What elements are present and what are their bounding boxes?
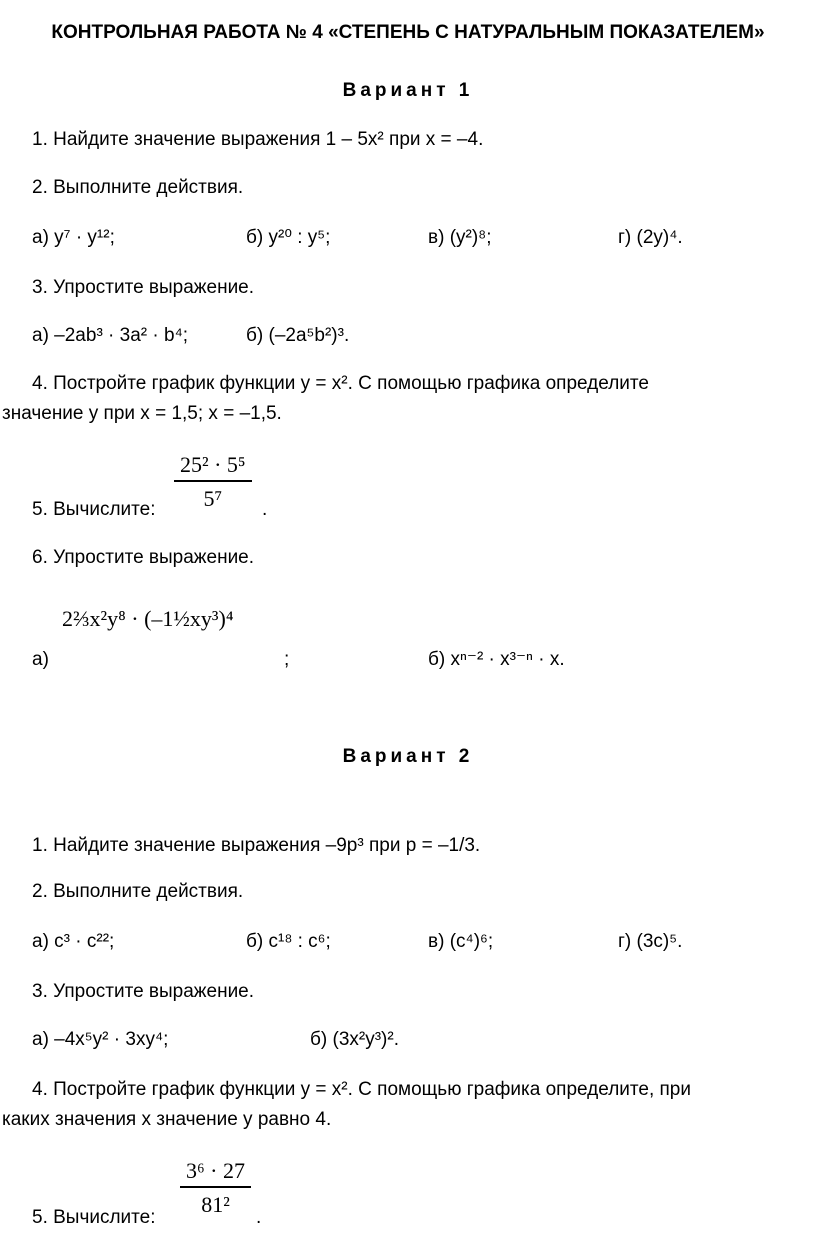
v2-task-4-line1: 4. Постройте график функции y = x². С помощью графика определите, при xyxy=(32,1079,691,1100)
v2-task-2: 2. Выполните действия. xyxy=(32,881,244,902)
page-title: КОНТРОЛЬНАЯ РАБОТА № 4 «СТЕПЕНЬ С НАТУРАЛЬНЫМ ПОКАЗАТЕЛЕМ» xyxy=(51,22,765,43)
v2-task-4-line2: каких значения x значение y равно 4. xyxy=(2,1109,332,1130)
v1-task-2c: в) (y²)⁸; xyxy=(428,227,492,248)
v2-task-5-label: 5. Вычислите: xyxy=(32,1207,156,1228)
v1-task-6a-label: а) xyxy=(32,649,49,670)
v1-task-2: 2. Выполните действия. xyxy=(32,177,244,198)
fraction-denominator: 5⁷ xyxy=(203,485,223,511)
v1-task-4-line1: 4. Постройте график функции y = x². С помощью графика определите xyxy=(32,373,649,394)
v1-task-4-line2: значение y при x = 1,5; x = –1,5. xyxy=(2,403,282,424)
v2-task-2d: г) (3c)⁵. xyxy=(618,931,683,952)
v1-task-5-label: 5. Вычислите: xyxy=(32,499,156,520)
period: . xyxy=(256,1207,262,1228)
period: . xyxy=(262,499,268,520)
v2-task-1: 1. Найдите значение выражения –9p³ при p = –1/3. xyxy=(32,835,481,856)
fraction-numerator: 25² · 5⁵ xyxy=(180,452,246,477)
v2-task-2a: а) c³ · c²²; xyxy=(32,931,115,952)
v1-task-3b: б) (–2a⁵b²)³. xyxy=(246,325,350,346)
semicolon: ; xyxy=(284,649,290,670)
v1-task-6a-expression: 2⅔x²y⁸ · (–1½xy³)⁴ xyxy=(62,606,234,631)
v2-task-3a: а) –4x⁵y² · 3xy⁴; xyxy=(32,1029,169,1050)
v1-task-2b: б) y²⁰ : y⁵; xyxy=(246,227,331,248)
v2-task-3: 3. Упростите выражение. xyxy=(32,981,255,1002)
variant-1-heading: Вариант 1 xyxy=(342,80,474,101)
fraction-numerator: 3⁶ · 27 xyxy=(186,1158,245,1183)
fraction-denominator: 81² xyxy=(201,1191,230,1217)
v2-task-3b: б) (3x²y³)². xyxy=(310,1029,399,1050)
v1-task-5-fraction xyxy=(174,452,252,512)
v1-task-2d: г) (2y)⁴. xyxy=(618,227,683,248)
v1-task-1: 1. Найдите значение выражения 1 – 5x² при x = –4. xyxy=(32,129,484,150)
variant-2-heading: Вариант 2 xyxy=(342,746,474,767)
v1-task-3: 3. Упростите выражение. xyxy=(32,277,255,298)
v2-task-2c: в) (c⁴)⁶; xyxy=(428,931,494,952)
v1-task-2a: а) y⁷ · y¹²; xyxy=(32,227,115,248)
v2-task-5-fraction xyxy=(180,1158,251,1218)
v1-task-6: 6. Упростите выражение. xyxy=(32,547,255,568)
v2-task-2b: б) c¹⁸ : c⁶; xyxy=(246,931,331,952)
v1-task-3a: а) –2ab³ · 3a² · b⁴; xyxy=(32,325,189,346)
v1-task-6b: б) xⁿ⁻² · x³⁻ⁿ · x. xyxy=(428,649,565,670)
